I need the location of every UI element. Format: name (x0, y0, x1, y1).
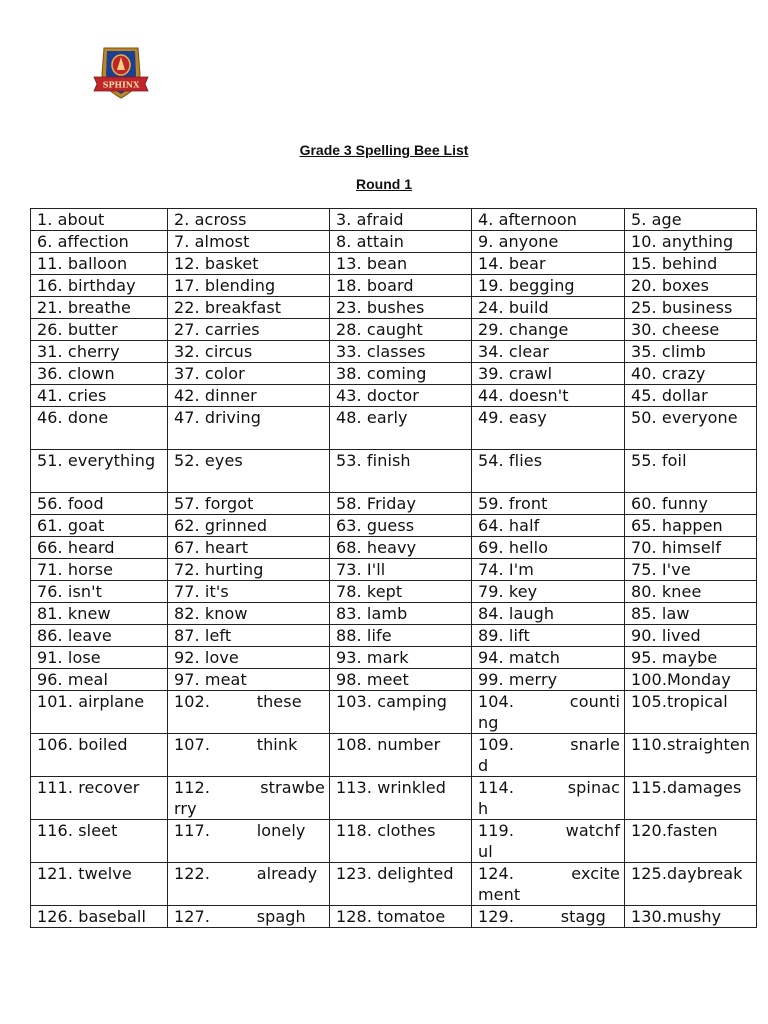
word-cell: 39. crawl (472, 363, 625, 385)
table-row (31, 777, 757, 820)
table-row (31, 647, 757, 669)
table-row (31, 581, 757, 603)
word-cell: 38. coming (330, 363, 472, 385)
word-cell: 71. horse (31, 559, 168, 581)
word-cell: 4. afternoon (472, 209, 625, 231)
word-cell: 27. carries (168, 319, 330, 341)
word-cell: 98. meet (330, 669, 472, 691)
table-row (31, 691, 757, 734)
word-cell: 91. lose (31, 647, 168, 669)
word-cell: 59. front (472, 493, 625, 515)
word-cell: 117. lonely (168, 820, 330, 863)
word-cell: 9. anyone (472, 231, 625, 253)
word-cell: 19. begging (472, 275, 625, 297)
word-cell: 121. twelve (31, 863, 168, 906)
word-cell: 58. Friday (330, 493, 472, 515)
word-cell: 115.damages (625, 777, 757, 820)
word-cell: 2. across (168, 209, 330, 231)
spelling-word-table (30, 208, 757, 928)
word-cell: 120.fasten (625, 820, 757, 863)
word-cell: 73. I'll (330, 559, 472, 581)
word-cell: 122. already (168, 863, 330, 906)
word-cell: 93. mark (330, 647, 472, 669)
word-cell: 130.mushy (625, 906, 757, 928)
word-cell: 78. kept (330, 581, 472, 603)
word-cell: 61. goat (31, 515, 168, 537)
word-cell: 55. foil (625, 450, 757, 493)
word-cell: 24. build (472, 297, 625, 319)
word-cell: 5. age (625, 209, 757, 231)
table-row (31, 297, 757, 319)
word-cell: 95. maybe (625, 647, 757, 669)
word-cell: 63. guess (330, 515, 472, 537)
word-cell: 125.daybreak (625, 863, 757, 906)
word-cell: 69. hello (472, 537, 625, 559)
word-cell: 64. half (472, 515, 625, 537)
word-cell: 33. classes (330, 341, 472, 363)
word-cell: 14. bear (472, 253, 625, 275)
word-cell: 100.Monday (625, 669, 757, 691)
word-cell: 87. left (168, 625, 330, 647)
word-cell: 118. clothes (330, 820, 472, 863)
word-cell: 110.straighten (625, 734, 757, 777)
word-cell: 49. easy (472, 407, 625, 450)
word-cell: 43. doctor (330, 385, 472, 407)
word-cell: 124. excitement (472, 863, 625, 906)
word-cell: 68. heavy (330, 537, 472, 559)
word-cell: 86. leave (31, 625, 168, 647)
word-cell: 119. watchful (472, 820, 625, 863)
table-row (31, 231, 757, 253)
word-cell: 94. match (472, 647, 625, 669)
word-cell: 17. blending (168, 275, 330, 297)
word-cell: 35. climb (625, 341, 757, 363)
word-cell: 128. tomatoe (330, 906, 472, 928)
table-row (31, 820, 757, 863)
table-row (31, 559, 757, 581)
word-cell: 50. everyone (625, 407, 757, 450)
word-cell: 45. dollar (625, 385, 757, 407)
word-cell: 114. spinach (472, 777, 625, 820)
table-row (31, 603, 757, 625)
word-cell: 62. grinned (168, 515, 330, 537)
table-row (31, 906, 757, 928)
word-cell: 101. airplane (31, 691, 168, 734)
word-cell: 36. clown (31, 363, 168, 385)
word-cell: 96. meal (31, 669, 168, 691)
word-cell: 52. eyes (168, 450, 330, 493)
table-row (31, 669, 757, 691)
word-cell: 66. heard (31, 537, 168, 559)
word-cell: 41. cries (31, 385, 168, 407)
word-cell: 113. wrinkled (330, 777, 472, 820)
word-cell: 77. it's (168, 581, 330, 603)
table-row (31, 341, 757, 363)
word-cell: 92. love (168, 647, 330, 669)
word-cell: 34. clear (472, 341, 625, 363)
word-cell: 1. about (31, 209, 168, 231)
table-row (31, 515, 757, 537)
word-cell: 109. snarled (472, 734, 625, 777)
word-cell: 123. delighted (330, 863, 472, 906)
word-cell: 90. lived (625, 625, 757, 647)
table-row (31, 253, 757, 275)
word-cell: 82. know (168, 603, 330, 625)
word-cell: 8. attain (330, 231, 472, 253)
table-row (31, 275, 757, 297)
word-cell: 67. heart (168, 537, 330, 559)
word-cell: 15. behind (625, 253, 757, 275)
word-cell: 46. done (31, 407, 168, 450)
word-cell: 97. meat (168, 669, 330, 691)
word-cell: 76. isn't (31, 581, 168, 603)
word-cell: 3. afraid (330, 209, 472, 231)
word-cell: 85. law (625, 603, 757, 625)
word-cell: 51. everything (31, 450, 168, 493)
word-cell: 127. spagh (168, 906, 330, 928)
word-cell: 56. food (31, 493, 168, 515)
word-cell: 11. balloon (31, 253, 168, 275)
word-cell: 106. boiled (31, 734, 168, 777)
table-row (31, 734, 757, 777)
word-cell: 116. sleet (31, 820, 168, 863)
word-cell: 129. stagg (472, 906, 625, 928)
word-cell: 16. birthday (31, 275, 168, 297)
word-cell: 12. basket (168, 253, 330, 275)
word-cell: 28. caught (330, 319, 472, 341)
word-cell: 79. key (472, 581, 625, 603)
word-cell: 104. counting (472, 691, 625, 734)
word-cell: 25. business (625, 297, 757, 319)
word-cell: 99. merry (472, 669, 625, 691)
word-cell: 103. camping (330, 691, 472, 734)
word-cell: 60. funny (625, 493, 757, 515)
word-cell: 107. think (168, 734, 330, 777)
word-cell: 126. baseball (31, 906, 168, 928)
table-row (31, 385, 757, 407)
round-heading: Round 1 (356, 176, 412, 192)
word-cell: 29. change (472, 319, 625, 341)
word-cell: 84. laugh (472, 603, 625, 625)
word-cell: 70. himself (625, 537, 757, 559)
word-cell: 23. bushes (330, 297, 472, 319)
word-cell: 44. doesn't (472, 385, 625, 407)
word-cell: 88. life (330, 625, 472, 647)
word-cell: 40. crazy (625, 363, 757, 385)
word-cell: 7. almost (168, 231, 330, 253)
word-cell: 37. color (168, 363, 330, 385)
word-cell: 72. hurting (168, 559, 330, 581)
word-cell: 81. knew (31, 603, 168, 625)
word-cell: 54. flies (472, 450, 625, 493)
word-cell: 105.tropical (625, 691, 757, 734)
word-cell: 26. butter (31, 319, 168, 341)
table-row (31, 863, 757, 906)
word-cell: 20. boxes (625, 275, 757, 297)
word-cell: 42. dinner (168, 385, 330, 407)
page-title: Grade 3 Spelling Bee List (299, 142, 469, 158)
word-cell: 18. board (330, 275, 472, 297)
word-cell: 65. happen (625, 515, 757, 537)
word-cell: 112. strawberry (168, 777, 330, 820)
word-cell: 10. anything (625, 231, 757, 253)
word-cell: 48. early (330, 407, 472, 450)
table-row (31, 363, 757, 385)
word-cell: 74. I'm (472, 559, 625, 581)
word-cell: 57. forgot (168, 493, 330, 515)
word-cell: 80. knee (625, 581, 757, 603)
word-cell: 89. lift (472, 625, 625, 647)
svg-text:SPHINX: SPHINX (102, 79, 140, 90)
word-cell: 21. breathe (31, 297, 168, 319)
word-cell: 53. finish (330, 450, 472, 493)
word-cell: 32. circus (168, 341, 330, 363)
sphinx-logo (92, 44, 150, 102)
table-row (31, 625, 757, 647)
table-row (31, 209, 757, 231)
word-cell: 31. cherry (31, 341, 168, 363)
table-row (31, 407, 757, 450)
table-row (31, 537, 757, 559)
word-cell: 22. breakfast (168, 297, 330, 319)
table-row (31, 493, 757, 515)
word-cell: 102. these (168, 691, 330, 734)
word-cell: 47. driving (168, 407, 330, 450)
word-cell: 6. affection (31, 231, 168, 253)
word-cell: 30. cheese (625, 319, 757, 341)
table-row (31, 450, 757, 493)
word-cell: 108. number (330, 734, 472, 777)
word-cell: 111. recover (31, 777, 168, 820)
word-cell: 83. lamb (330, 603, 472, 625)
word-cell: 75. I've (625, 559, 757, 581)
table-row (31, 319, 757, 341)
word-cell: 13. bean (330, 253, 472, 275)
